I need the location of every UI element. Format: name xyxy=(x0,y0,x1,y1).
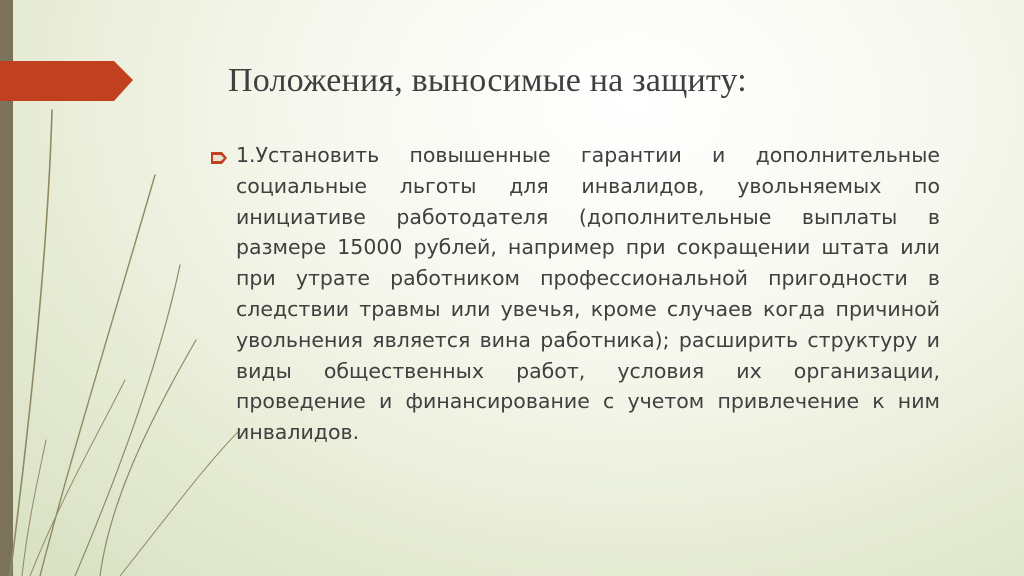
slide-title: Положения, выносимые на защиту: xyxy=(228,62,747,99)
arrow-bullet-icon xyxy=(211,151,228,165)
bullet-text: 1.Установить повышенные гарантии и дополнительные социальные льготы для инвалидов, увольняемых по инициативе работодателя (дополнительные выплаты в размере 15000 рублей, например при сокращении штата или при утрате работником профессиональной пригодности в следствии травмы или увечья, кроме случаев когда причиной увольнения является вина работника); расширить структуру и виды общественных работ, условия их организации, проведение и финансирование с учетом привлечение к ним инвалидов. xyxy=(236,143,940,445)
